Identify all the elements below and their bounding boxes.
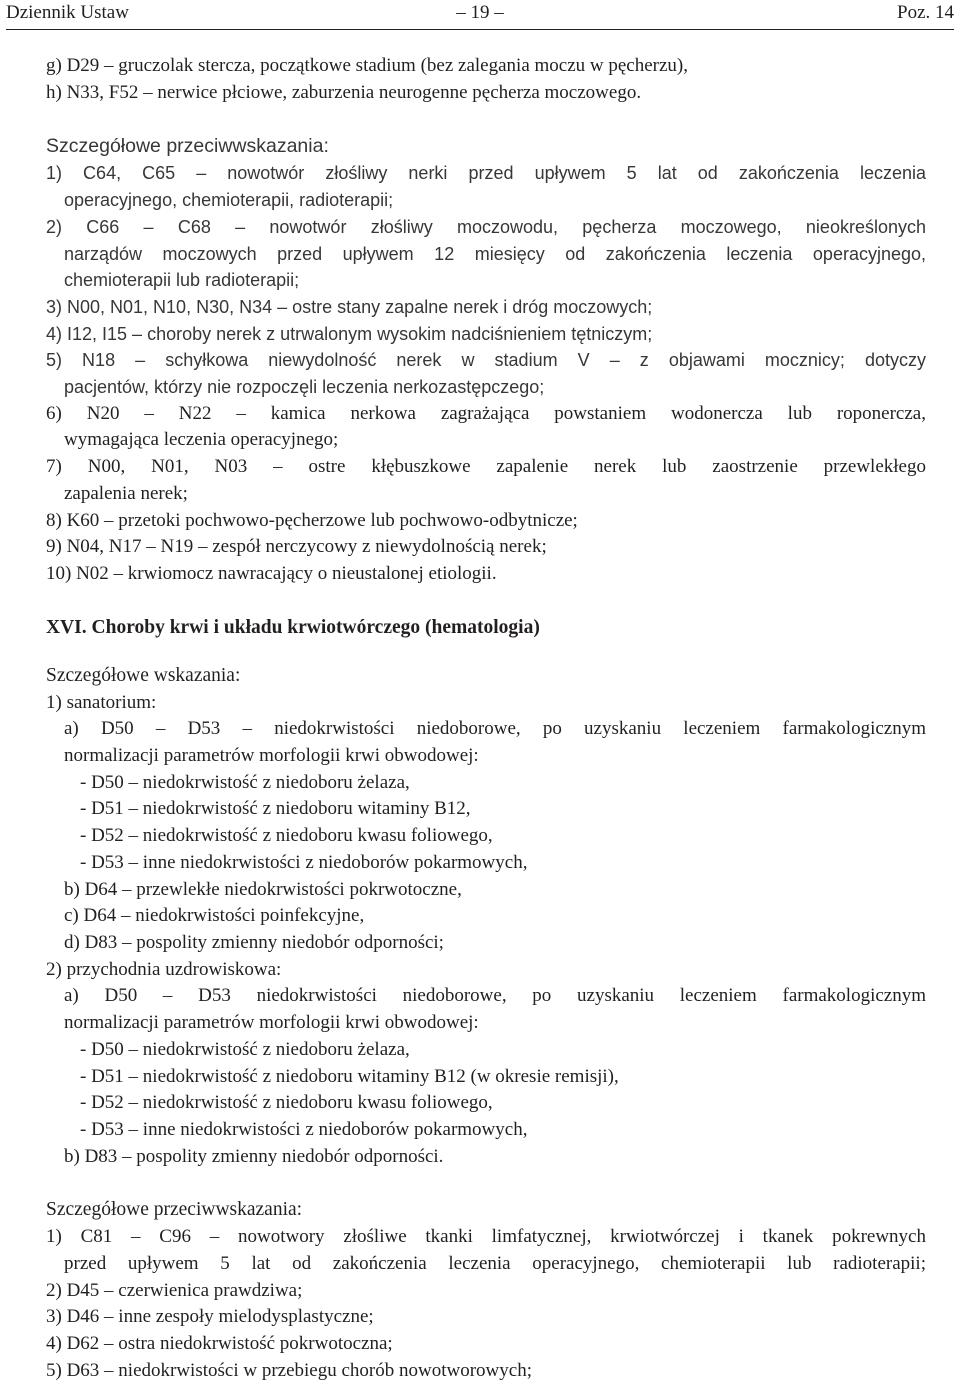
list-item: 5) D63 – niedokrwistości w przebiegu chorób nowotworowych; <box>46 1359 532 1381</box>
list-item: 2) przychodnia uzdrowiskowa: <box>46 958 282 980</box>
list-item: 7) N00, N01, N03 – ostre kłębuszkowe zapalenie nerek lub zaostrzenie przewlekłego <box>46 456 926 478</box>
section-title: Choroby krwi i układu krwiotwórczego (hematologia) <box>91 616 540 638</box>
list-item-continuation: normalizacji parametrów morfologii krwi obwodowej: <box>64 745 479 767</box>
position-number: Poz. 14 <box>897 2 954 23</box>
spacer <box>46 1170 926 1196</box>
list-item: - D51 – niedokrwistość z niedoboru witaminy B12, <box>80 798 471 820</box>
list-item: 2) C66 – C68 – nowotwór złośliwy moczowodu, pęcherza moczowego, nieokreślonych <box>46 216 926 237</box>
page-number: – 19 – <box>456 2 504 23</box>
list-item: 6) N20 – N22 – kamica nerkowa zagrażająca powstaniem wodonercza lub roponercza, <box>46 402 926 424</box>
list-item: 8) K60 – przetoki pochwowo-pęcherzowe lub pochwowo-odbytnicze; <box>46 509 578 531</box>
list-item: c) D64 – niedokrwistości poinfekcyjne, <box>64 905 365 927</box>
list-item: 1) C81 – C96 – nowotwory złośliwe tkanki limfatycznej, krwiotwórczej i tkanek pokrewnych <box>46 1226 926 1248</box>
list-item-continuation: wymagająca leczenia operacyjnego; <box>64 429 339 451</box>
list-item: 1) C64, C65 – nowotwór złośliwy nerki przed upływem 5 lat od zakończenia leczenia <box>46 163 926 184</box>
spacer <box>46 106 926 132</box>
section-heading <box>46 614 926 642</box>
document-body <box>46 53 926 1385</box>
list-item: g) D29 – gruczolak stercza, początkowe stadium (bez zalegania moczu w pęcherzu), <box>46 55 689 76</box>
list-item-continuation: narządów moczowych przed upływem 12 miesięcy od zakończenia leczenia operacyjnego, <box>64 243 926 264</box>
list-item: 5) N18 – schyłkowa niewydolność nerek w stadium V – z objawami mocznicy; dotyczy <box>46 350 926 371</box>
list-item: 9) N04, N17 – N19 – zespół nerczycowy z niewydolnością nerek; <box>46 536 547 558</box>
list-item: h) N33, F52 – nerwice płciowe, zaburzenia neurogenne pęcherza moczowego. <box>46 81 642 103</box>
list-item: - D50 – niedokrwistość z niedoboru żelaza, <box>80 771 410 793</box>
list-item: d) D83 – pospolity zmienny niedobór odporności; <box>64 931 444 953</box>
list-item: 3) N00, N01, N10, N30, N34 – ostre stany zapalne nerek i dróg moczowych; <box>46 296 653 317</box>
list-item: - D53 – inne niedokrwistości z niedoborów pokarmowych, <box>80 1118 528 1140</box>
list-item: b) D64 – przewlekłe niedokrwistości pokrwotoczne, <box>64 878 462 900</box>
list-item: 4) D62 – ostra niedokrwistość pokrwotoczna; <box>46 1333 393 1355</box>
list-item: - D53 – inne niedokrwistości z niedoborów pokarmowych, <box>80 851 528 873</box>
page-header <box>6 0 954 34</box>
list-item-continuation: zapalenia nerek; <box>64 482 188 504</box>
list-item: b) D83 – pospolity zmienny niedobór odporności. <box>64 1145 444 1167</box>
journal-name: Dziennik Ustaw <box>6 2 129 23</box>
list-item: 1) sanatorium: <box>46 691 157 713</box>
spacer <box>46 588 926 614</box>
list-item: - D52 – niedokrwistość z niedoboru kwasu foliowego, <box>80 825 493 847</box>
header-rule <box>6 29 954 30</box>
list-item-continuation: przed upływem 5 lat od zakończenia leczenia operacyjnego, chemioterapii lub radioterapii; <box>64 1253 926 1275</box>
list-item: a) D50 – D53 niedokrwistości niedoborowe, po uzyskaniu leczeniem farmakologicznym <box>64 985 926 1007</box>
list-item: 10) N02 – krwiomocz nawracający o nieustalonej etiologii. <box>46 562 497 584</box>
list-item: - D52 – niedokrwistość z niedoboru kwasu foliowego, <box>80 1092 493 1114</box>
section-number: XVI. <box>46 616 87 638</box>
list-item: 4) I12, I15 – choroby nerek z utrwalonym wysokim nadciśnieniem tętniczym; <box>46 323 653 344</box>
list-item: - D51 – niedokrwistość z niedoboru witaminy B12 (w okresie remisji), <box>80 1065 619 1087</box>
list-item-continuation: normalizacji parametrów morfologii krwi obwodowej: <box>64 1012 479 1034</box>
list-item: a) D50 – D53 – niedokrwistości niedoborowe, po uzyskaniu leczeniem farmakologicznym <box>64 718 926 740</box>
indications-heading: Szczegółowe wskazania: <box>46 664 241 686</box>
contraindications-heading: Szczegółowe przeciwwskazania: <box>46 1199 303 1221</box>
contraindications-heading: Szczegółowe przeciwwskazania: <box>46 135 329 158</box>
list-item-continuation: pacjentów, którzy nie rozpoczęli leczenia nerkozastępczego; <box>64 377 545 398</box>
list-item: 2) D45 – czerwienica prawdziwa; <box>46 1279 303 1301</box>
list-item: - D50 – niedokrwistość z niedoboru żelaza, <box>80 1038 410 1060</box>
list-item-continuation: operacyjnego, chemioterapii, radioterapii; <box>64 190 394 211</box>
list-item: 3) D46 – inne zespoły mielodysplastyczne; <box>46 1306 374 1328</box>
list-item-continuation: chemioterapii lub radioterapii; <box>64 270 300 291</box>
spacer <box>46 642 926 662</box>
